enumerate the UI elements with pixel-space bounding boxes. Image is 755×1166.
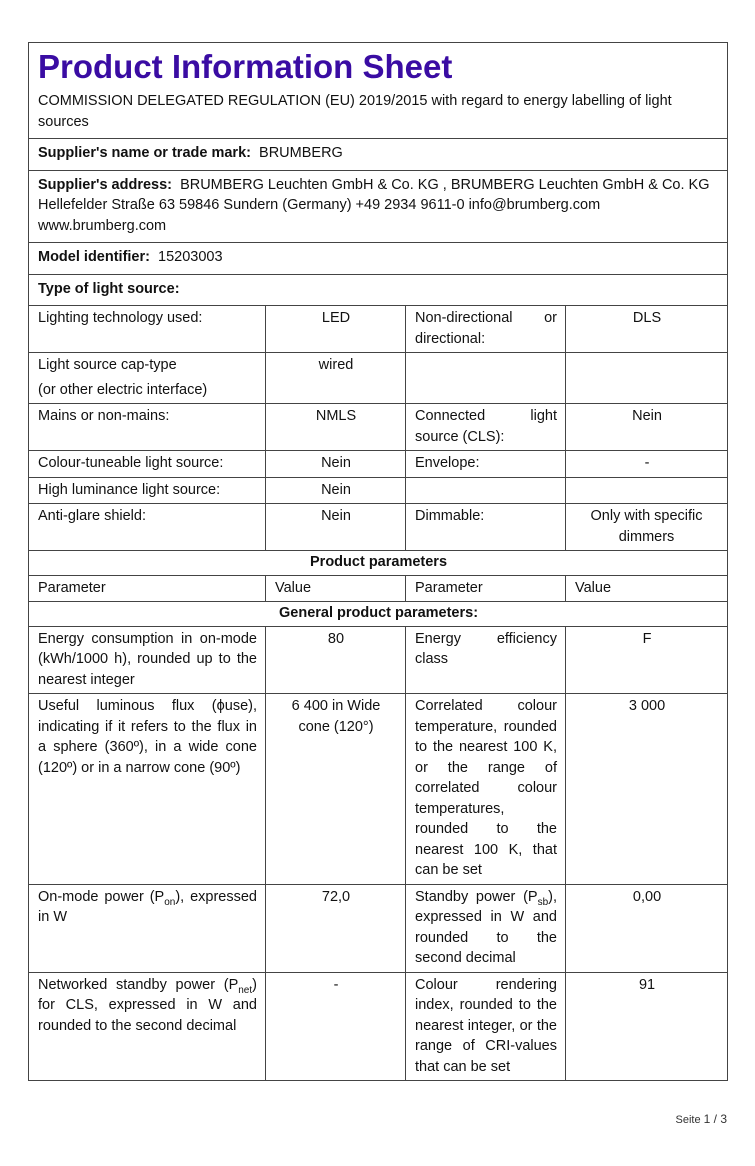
- table-row: [29, 626, 728, 694]
- envelope-label: Envelope:: [406, 451, 566, 478]
- colour-rendering-index-label: Colour rendering index, rounded to the nearest integer, or the range of CRI-values that can be set: [406, 972, 566, 1081]
- table-row: [29, 972, 728, 1081]
- networked-standby-label: [29, 972, 266, 1081]
- cls-label: Connected light source (CLS):: [406, 404, 566, 451]
- standby-power-label-suffix: ), expressed in W and rounded to the second decimal: [415, 888, 557, 966]
- light-source-type-row: [29, 274, 728, 306]
- product-information-sheet: [28, 42, 727, 1081]
- supplier-address-row: [29, 170, 728, 243]
- table-row: [29, 306, 728, 353]
- empty-cell: [566, 477, 728, 504]
- standby-power-label-text: Standby power (P: [415, 888, 538, 905]
- table-row: [29, 404, 728, 451]
- technology-value: LED: [266, 306, 406, 353]
- colour-temperature-value: 3 000: [566, 694, 728, 885]
- mains-label: Mains or non-mains:: [29, 404, 266, 451]
- luminous-flux-label: Useful luminous flux (ϕuse), indicating if it refers to the flux in a sphere (360º), in a wide cone (120º) or in a narrow cone (90º): [29, 694, 266, 885]
- standby-power-subscript: sb: [537, 896, 549, 908]
- standby-power-label: [406, 884, 566, 972]
- energy-consumption-value: 80: [266, 626, 406, 694]
- table-row: [29, 884, 728, 972]
- product-parameters-heading: Product parameters: [29, 551, 728, 576]
- cap-type-label: [29, 353, 266, 404]
- page-number: 1 / 3: [703, 1112, 727, 1126]
- on-mode-power-value: 72,0: [266, 884, 406, 972]
- on-mode-power-subscript: on: [164, 896, 176, 908]
- cap-type-value: wired: [266, 353, 406, 404]
- table-row: [29, 451, 728, 478]
- column-header-row: [29, 575, 728, 602]
- cap-type-label-line-1: Light source cap-type: [38, 357, 177, 373]
- dimmable-value: Only with specific dimmers: [566, 504, 728, 551]
- directional-value: DLS: [566, 306, 728, 353]
- general-parameters-heading-row: [29, 602, 728, 627]
- page-footer: [676, 1112, 728, 1126]
- light-source-type-label: Type of light source:: [29, 274, 728, 306]
- title-row: [29, 43, 728, 139]
- colour-rendering-index-value: 91: [566, 972, 728, 1081]
- supplier-name-row: [29, 139, 728, 171]
- on-mode-power-label-text: On-mode power (P: [38, 888, 165, 905]
- on-mode-power-label-suffix: ), expressed in W: [38, 888, 257, 925]
- colour-tuneable-value: Nein: [266, 451, 406, 478]
- anti-glare-value: Nein: [266, 504, 406, 551]
- energy-efficiency-class-label: Energy efficiency class: [406, 626, 566, 694]
- supplier-address-value: BRUMBERG Leuchten GmbH & Co. KG , BRUMBERG Leuchten GmbH & Co. KG Hellefelder Straße 63 59846 Sundern (Germany) +49 2934 9611-0 info@brumberg.com www.brumberg.com: [38, 176, 710, 234]
- model-identifier-row: [29, 243, 728, 275]
- energy-consumption-label: Energy consumption in on-mode (kWh/1000 h), rounded up to the nearest integer: [29, 626, 266, 694]
- energy-efficiency-class-value: F: [566, 626, 728, 694]
- luminous-flux-value: 6 400 in Wide cone (120°): [266, 694, 406, 885]
- column-header-value: Value: [266, 575, 406, 602]
- table-row: [29, 504, 728, 551]
- mains-value: NMLS: [266, 404, 406, 451]
- table-row: [29, 353, 728, 404]
- networked-standby-label-text: Networked standby power (P: [38, 976, 239, 993]
- empty-cell: [566, 353, 728, 404]
- envelope-value: -: [566, 451, 728, 478]
- colour-tuneable-label: Colour-tuneable light source:: [29, 451, 266, 478]
- column-header-value: Value: [566, 575, 728, 602]
- page-title: Product Information Sheet: [38, 48, 453, 85]
- colour-temperature-label: Correlated colour temperature, rounded to the nearest 100 K, or the range of correlated colour temperatures, rounded to the nearest 100 K, that can be set: [406, 694, 566, 885]
- anti-glare-label: Anti-glare shield:: [29, 504, 266, 551]
- product-parameters-heading-row: [29, 551, 728, 576]
- cls-value: Nein: [566, 404, 728, 451]
- empty-cell: [406, 353, 566, 404]
- table-row: [29, 477, 728, 504]
- directional-label: Non-directional or directional:: [406, 306, 566, 353]
- networked-standby-subscript: net: [238, 984, 253, 996]
- page-label: Seite: [675, 1114, 701, 1126]
- table-row: [29, 694, 728, 885]
- column-header-parameter: Parameter: [406, 575, 566, 602]
- supplier-name-label: Supplier's name or trade mark:: [38, 145, 251, 161]
- information-table: [28, 42, 728, 1081]
- technology-label: Lighting technology used:: [29, 306, 266, 353]
- networked-standby-value: -: [266, 972, 406, 1081]
- networked-standby-label-suffix: ) for CLS, expressed in W and rounded to the second decimal: [38, 976, 257, 1034]
- cap-type-label-line-2: (or other electric interface): [38, 381, 208, 398]
- standby-power-value: 0,00: [566, 884, 728, 972]
- supplier-address-label: Supplier's address:: [38, 176, 172, 193]
- model-identifier-value: 15203003: [158, 249, 223, 265]
- dimmable-label: Dimmable:: [406, 504, 566, 551]
- on-mode-power-label: [29, 884, 266, 972]
- supplier-name-value: BRUMBERG: [259, 145, 343, 161]
- empty-cell: [406, 477, 566, 504]
- general-parameters-heading: General product parameters:: [29, 602, 728, 627]
- high-luminance-value: Nein: [266, 477, 406, 504]
- regulation-text: COMMISSION DELEGATED REGULATION (EU) 2019/2015 with regard to energy labelling of light sources: [38, 93, 672, 130]
- column-header-parameter: Parameter: [29, 575, 266, 602]
- model-identifier-label: Model identifier:: [38, 249, 150, 265]
- high-luminance-label: High luminance light source:: [29, 477, 266, 504]
